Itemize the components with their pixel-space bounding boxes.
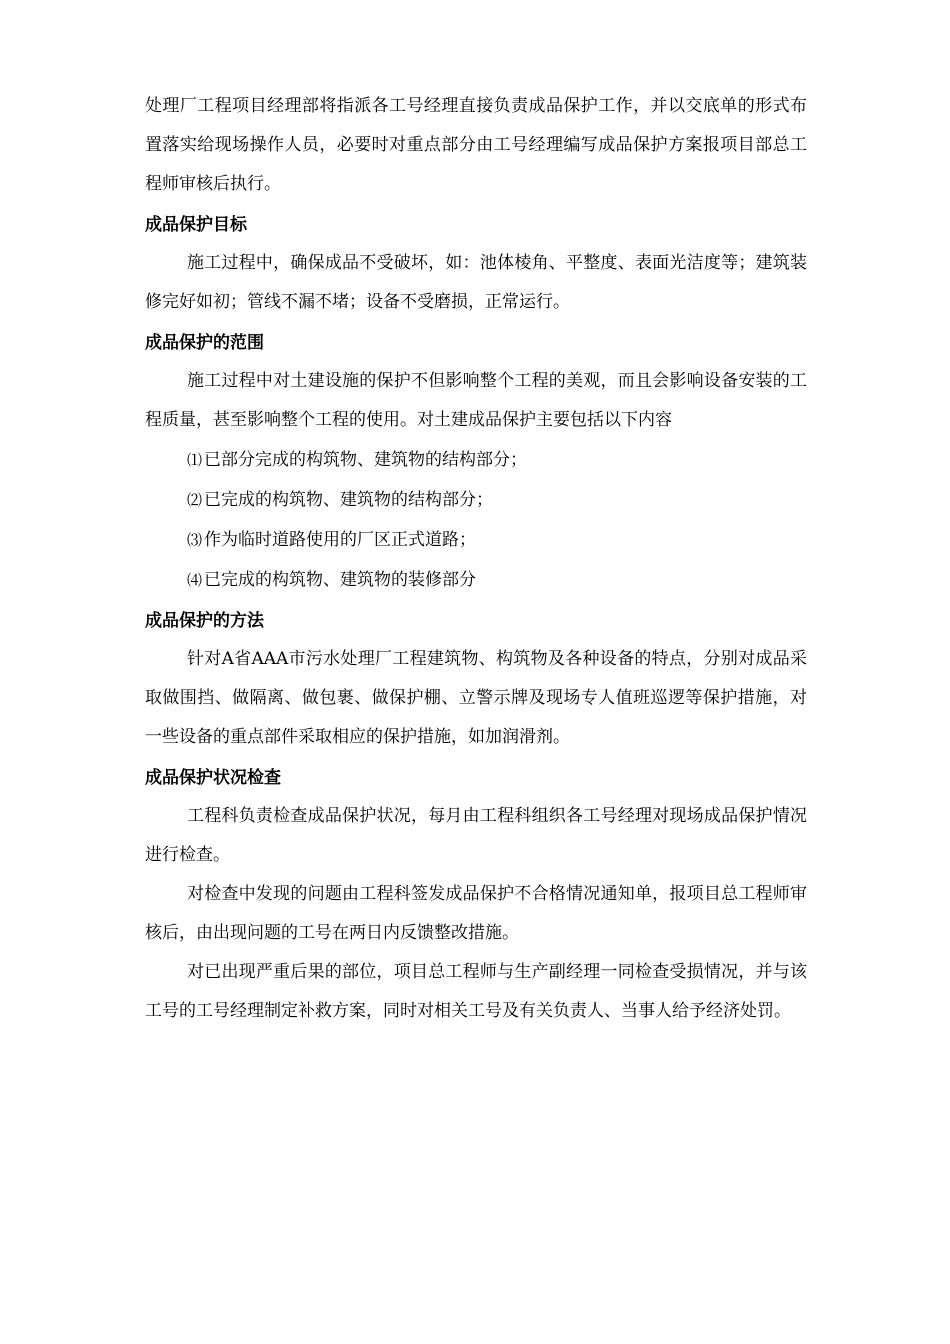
- method-paragraph: 针对A省AAA市污水处理厂工程建筑物、构筑物及各种设备的特点，分别对成品采取做围挡、做隔离、做包裹、做保护棚、立警示牌及现场专人值班巡逻等保护措施，对一些设备的重点部件采取相应的保护措施，如加润滑剂。: [145, 649, 807, 747]
- list-number: ⑷: [187, 571, 203, 589]
- list-number: ⑴: [187, 451, 203, 469]
- document-body: [145, 87, 807, 1031]
- goal-paragraph: 施工过程中，确保成品不受破坏，如：池体棱角、平整度、表面光洁度等；建筑装修完好如初；管线不漏不堵；设备不受磨损，正常运行。: [145, 253, 807, 312]
- list-number: ⑵: [187, 491, 203, 509]
- intro-paragraph: 处理厂工程项目经理部将指派各工号经理直接负责成品保护工作，并以交底单的形式布置落实给现场操作人员，必要时对重点部分由工号经理编写成品保护方案报项目部总工程师审核后执行。: [145, 96, 807, 194]
- scope-list-item: [145, 560, 807, 600]
- list-text: 已部分完成的构筑物、建筑物的结构部分；: [204, 450, 528, 470]
- list-text: 已完成的构筑物、建筑物的装修部分: [204, 570, 477, 590]
- scope-list-item: [145, 480, 807, 520]
- scope-paragraph: 施工过程中对土建设施的保护不但影响整个工程的美观，而且会影响设备安装的工程质量，甚至影响整个工程的使用。对土建成品保护主要包括以下内容: [145, 371, 807, 430]
- heading-inspection: 成品保护状况检查: [145, 768, 281, 788]
- scope-list-item: [145, 520, 807, 560]
- scope-list-item: [145, 440, 807, 480]
- list-text: 已完成的构筑物、建筑物的结构部分；: [204, 490, 494, 510]
- list-number: ⑶: [187, 531, 203, 549]
- heading-scope: 成品保护的范围: [145, 333, 264, 353]
- list-text: 作为临时道路使用的厂区正式道路；: [204, 530, 477, 550]
- inspection-paragraph: 工程科负责检查成品保护状况，每月由工程科组织各工号经理对现场成品保护情况进行检查。: [145, 806, 807, 865]
- inspection-paragraph: 对已出现严重后果的部位，项目总工程师与生产副经理一同检查受损情况，并与该工号的工号经理制定补救方案，同时对相关工号及有关负责人、当事人给予经济处罚。: [145, 962, 807, 1021]
- heading-goal: 成品保护目标: [145, 215, 247, 235]
- inspection-paragraph: 对检查中发现的问题由工程科签发成品保护不合格情况通知单，报项目总工程师审核后，由出现问题的工号在两日内反馈整改措施。: [145, 884, 807, 943]
- heading-method: 成品保护的方法: [145, 611, 264, 631]
